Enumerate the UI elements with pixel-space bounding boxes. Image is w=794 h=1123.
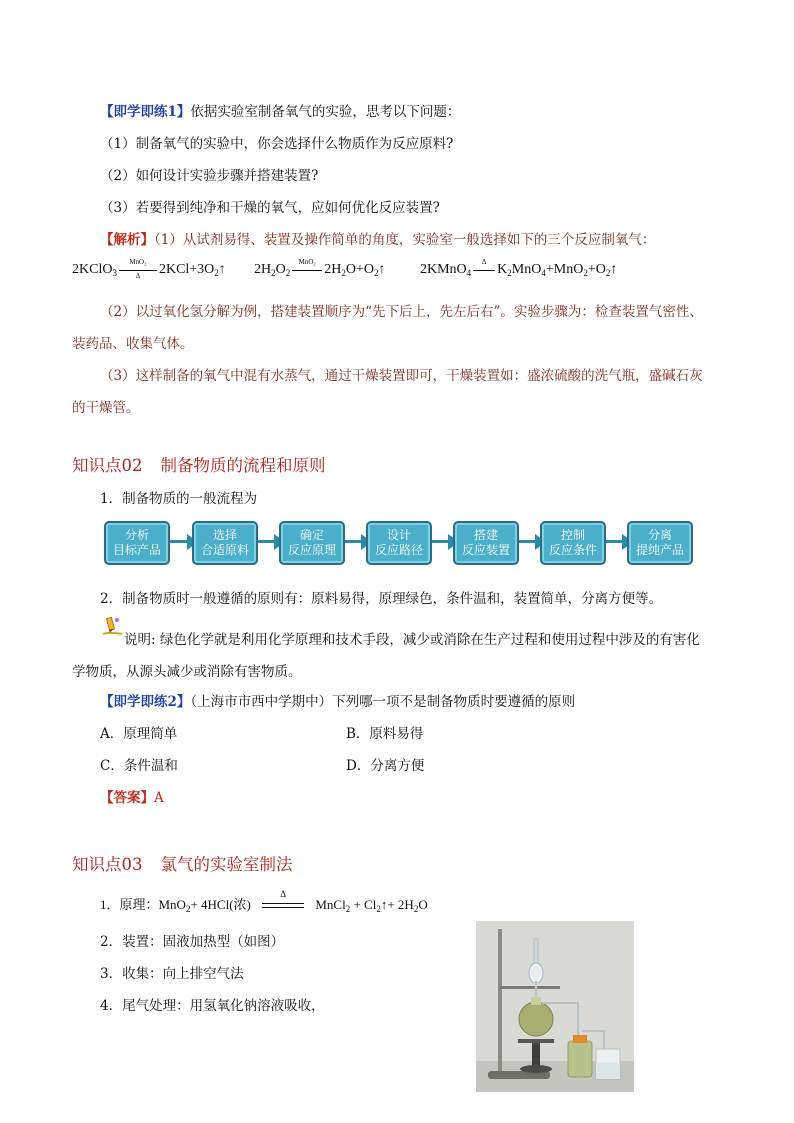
section02-item1: 1．制备物质的一般流程为 (100, 491, 258, 507)
analysis-p1: （1）从试剂易得、装置及操作简单的角度，实验室一般选择如下的三个反应制氧气： (154, 232, 656, 248)
flow-step: 选择 合适原料 (192, 521, 258, 565)
practice1-prompt-line (100, 100, 460, 120)
section03-title: 氯气的实验室制法 (160, 855, 293, 874)
eq3-condition: Δ (473, 263, 495, 277)
section02-note-b: 学物质，从源头减少或消除有害物质。 (72, 664, 302, 680)
chlorine-apparatus-photo (476, 921, 634, 1092)
option-c: C．条件温和 (100, 758, 178, 774)
flow-step: 分离 提纯产品 (627, 521, 693, 565)
section02-item2: 2．制备物质时一般遵循的原则有：原料易得，原理绿色，条件温和，装置简单，分离方便等。 (100, 591, 663, 607)
practice2-tag: 【即学即练2】 (100, 694, 191, 710)
analysis-p3b: 的干燥管。 (72, 400, 140, 416)
flow-step: 分析 目标产品 (104, 521, 170, 565)
pencil-note-icon (100, 614, 124, 638)
answer-value: A (154, 790, 164, 806)
option-d: D．分离方便 (346, 758, 425, 774)
equation-h2o2: $2H_2O_2$ MnO₂ $2H_2O+O_2↑$ (254, 257, 386, 278)
equation-kmno4: 2KMnO$_4$ Δ $K_2MnO_4+MnO_2+O_2↑$ (420, 257, 618, 278)
answer-tag: 【答案】 (100, 790, 154, 806)
practice2-answer-line (100, 786, 164, 806)
practice1-tag: 【即学即练1】 (100, 104, 191, 120)
section03-item2: 2．装置：固液加热型（如图） (100, 934, 285, 950)
equation-kclo3: 2KClO$_3$ MnO₂ Δ $2KCl+3O_2↑$ (72, 257, 226, 280)
apparatus-drawing (476, 921, 634, 1092)
section02-number: 知识点02 (72, 456, 143, 475)
eq2-condition: MnO₂ (292, 263, 322, 277)
eq1-condition: MnO₂ Δ (119, 263, 157, 277)
section02-heading (72, 452, 326, 476)
analysis-p2b: 装药品、收集气体。 (72, 336, 194, 352)
analysis-p2a: （2）以过氧化氢分解为例，搭建装置顺序为“先下后上，先左后右”。实验步骤为：检查装置气密性、 (100, 304, 703, 320)
practice1-q3: （3）若要得到纯净和干燥的氧气，应如何优化反应装置? (100, 200, 440, 216)
flow-step: 确定 反应原理 (279, 521, 345, 565)
practice2-prompt: （上海市市西中学期中）下列哪一项不是制备物质时要遵循的原则 (190, 694, 576, 710)
analysis-tag: 【解析】 (100, 232, 154, 248)
section02-title: 制备物质的流程和原则 (160, 456, 326, 475)
practice1-q1: （1）制备氧气的实验中，你会选择什么物质作为反应原料? (100, 136, 454, 152)
section02-note-a: 说明: 绿色化学就是利用化学原理和技术手段，减少或消除在生产过程和使用过程中涉及的有害化 (124, 632, 700, 648)
practice1-prompt: 依据实验室制备氧气的实验，思考以下问题： (190, 104, 461, 120)
section03-heading (72, 851, 293, 875)
option-a: A．原理简单 (100, 726, 178, 742)
practice2-prompt-line (100, 690, 575, 710)
flow-step: 控制 反应条件 (540, 521, 606, 565)
analysis-p1-line (100, 228, 655, 248)
section03-item4: 4．尾气处理：用氢氧化钠溶液吸收， (100, 998, 325, 1014)
section03-item1: 1．原理：MnO$_2$+ 4HCl(浓) Δ MnCl$_2$ + $Cl_2↑+ 2H_2O$ (100, 889, 428, 914)
section03-number: 知识点03 (72, 855, 143, 874)
option-b: B．原料易得 (346, 726, 424, 742)
section03-item3: 3．收集：向上排空气法 (100, 966, 244, 982)
analysis-p3a: （3）这样制备的氧气中混有水蒸气，通过干燥装置即可，干燥装置如：盛浓硫酸的洗气瓶，盛碱石灰 (100, 368, 703, 384)
flow-step: 设计 反应路径 (366, 521, 432, 565)
flow-step: 搭建 反应装置 (453, 521, 519, 565)
item1-condition: Δ (262, 899, 304, 913)
practice1-q2: （2）如何设计实验步骤并搭建装置? (100, 168, 319, 184)
